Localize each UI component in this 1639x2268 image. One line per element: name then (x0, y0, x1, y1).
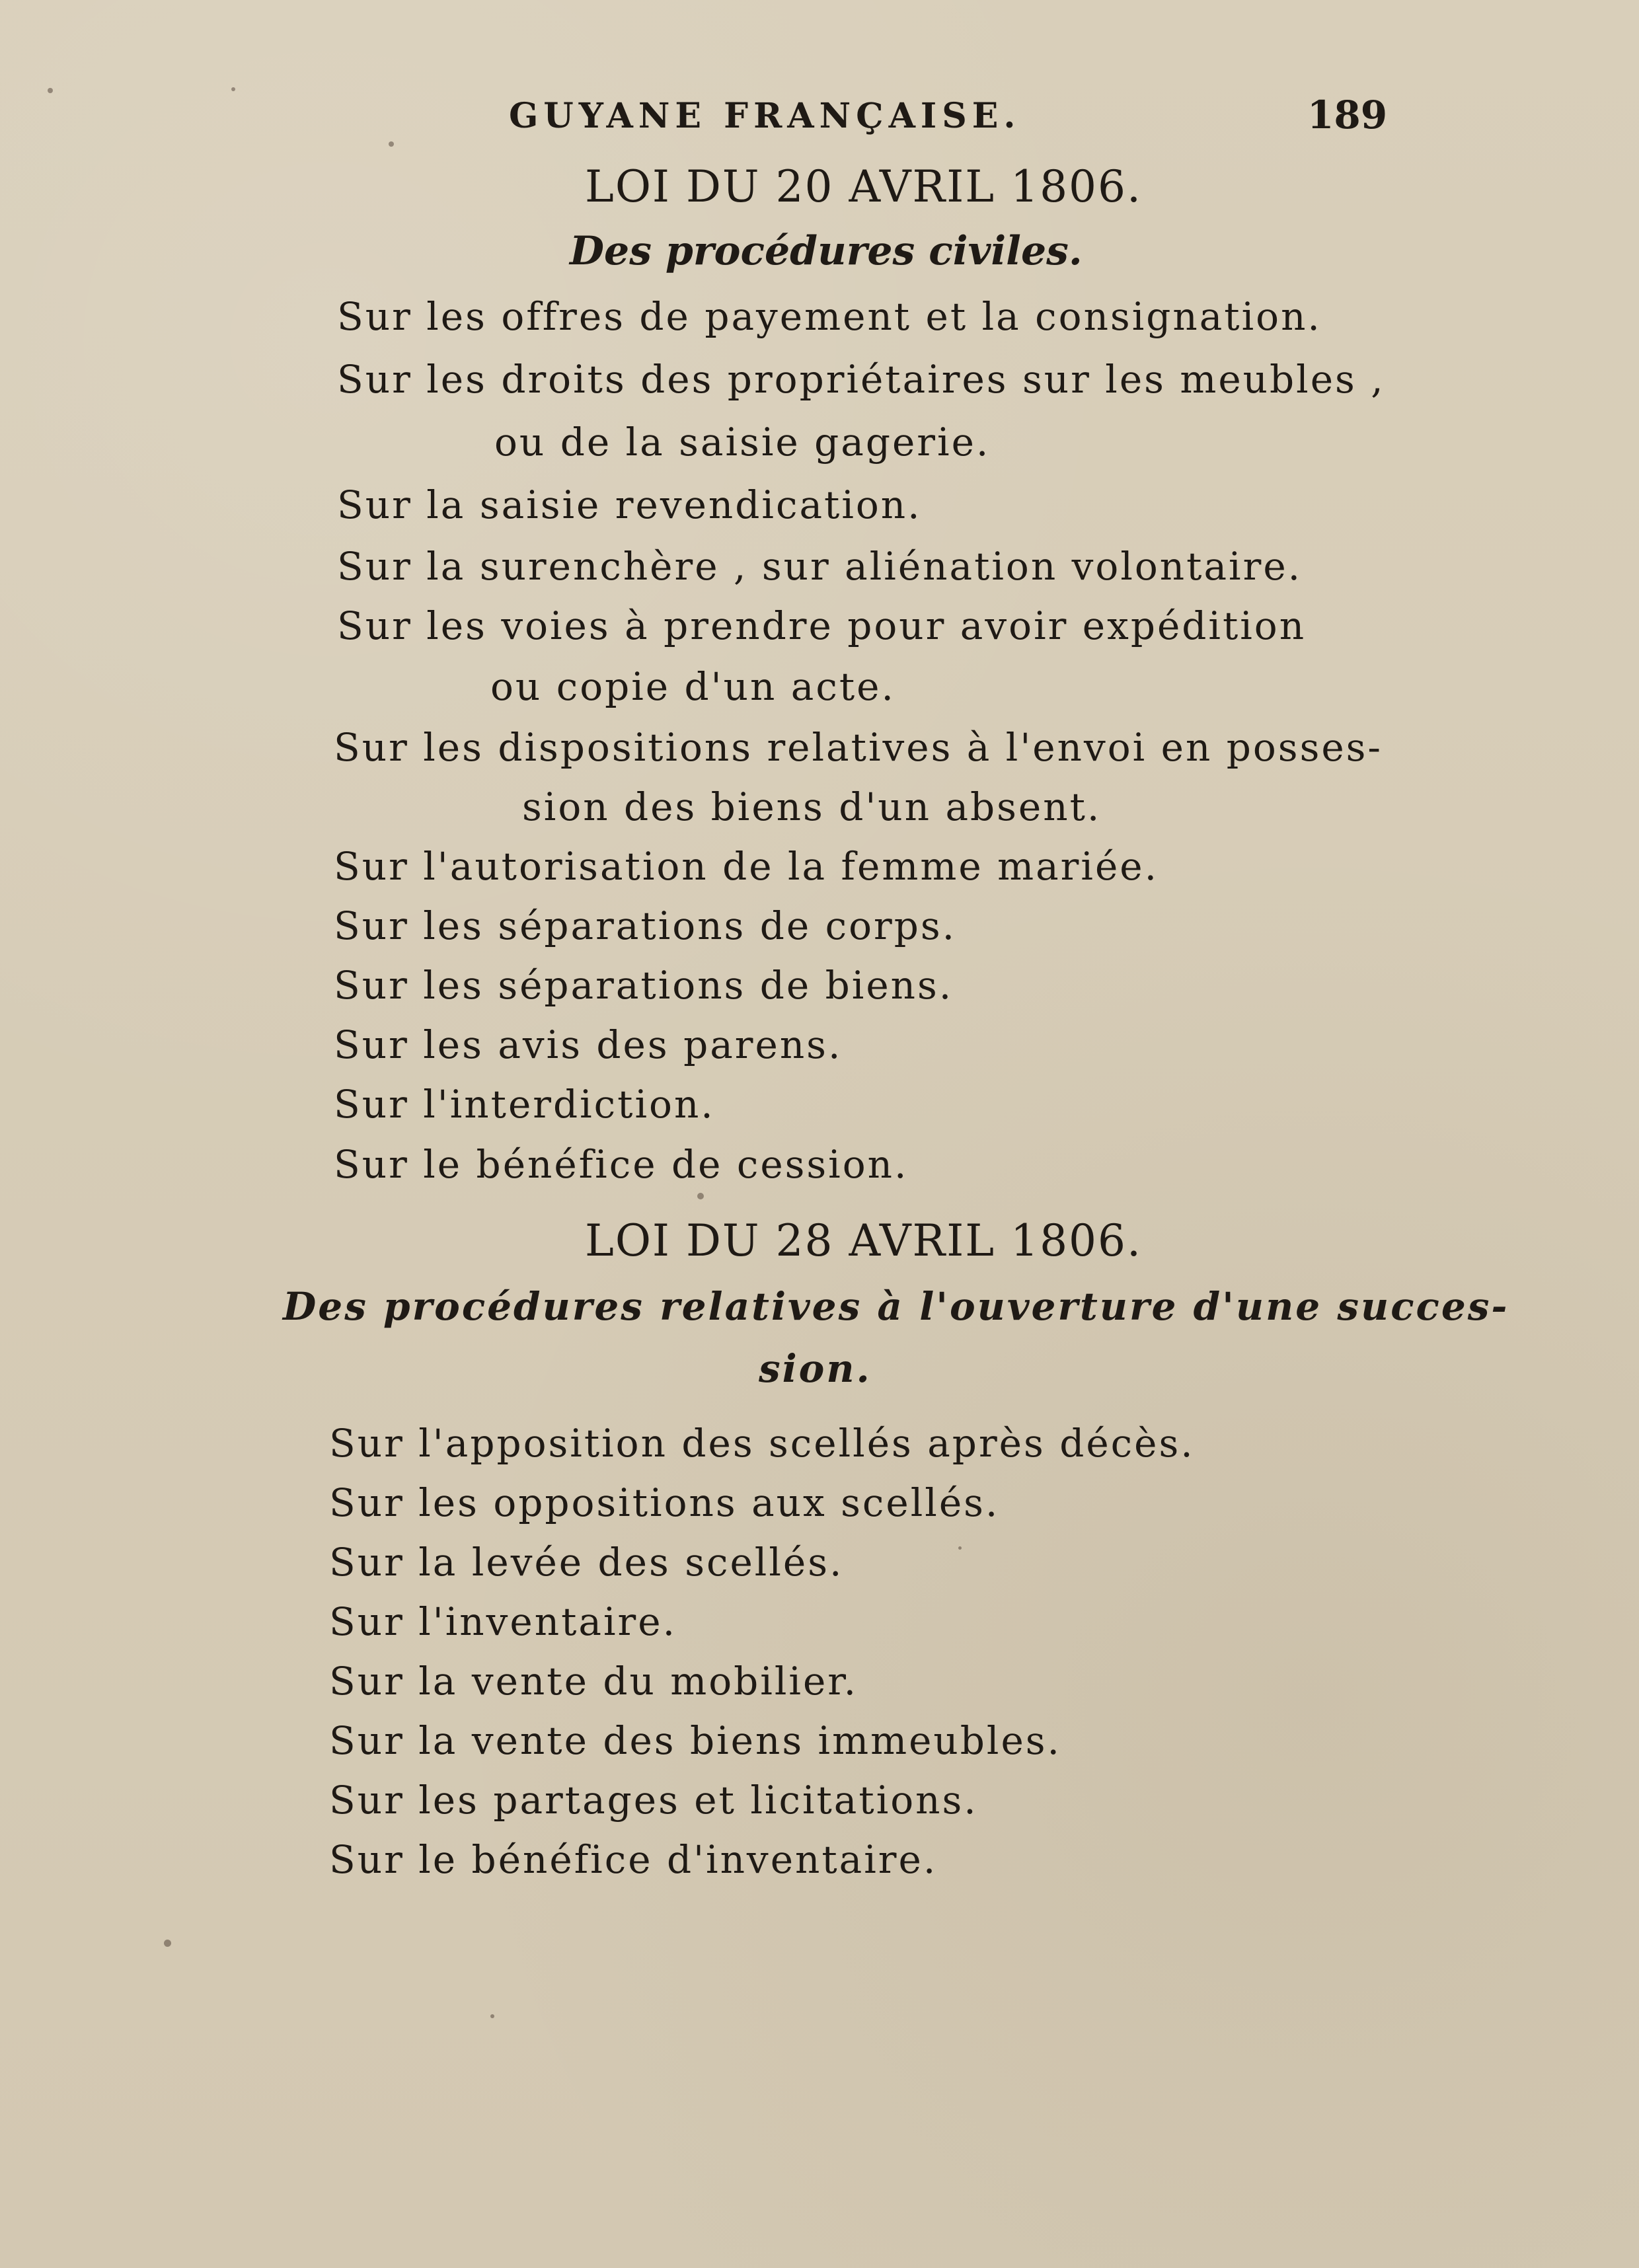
section-1-line-1: Sur les offres de payement et la consignation. (337, 294, 1322, 339)
section-1-line-15: Sur le bénéfice de cession. (334, 1142, 909, 1187)
section-1-line-10: Sur l'autorisation de la femme mariée. (334, 844, 1159, 889)
section-1-line-14: Sur l'interdiction. (334, 1082, 715, 1127)
section-2-line-7: Sur les partages et licitations. (329, 1778, 978, 1823)
section-title-2: LOI DU 28 AVRIL 1806. (585, 1215, 1143, 1266)
section-1-line-9: sion des biens d'un absent. (522, 784, 1102, 829)
section-1-line-5: Sur la surenchère , sur aliénation volontaire. (337, 544, 1303, 589)
section-2-line-5: Sur la vente du mobilier. (329, 1659, 858, 1704)
section-1-line-12: Sur les séparations de biens. (334, 963, 954, 1008)
section-2-line-8: Sur le bénéfice d'inventaire. (329, 1837, 938, 1882)
page-number: 189 (1307, 93, 1388, 137)
section-1-line-2: Sur les droits des propriétaires sur les meubles , (337, 357, 1385, 402)
section-2-line-3: Sur la levée des scellés. (329, 1540, 844, 1585)
dust-speck (958, 1546, 962, 1550)
section-1-line-8: Sur les dispositions relatives à l'envoi en posses- (334, 725, 1383, 770)
section-1-line-6: Sur les voies à prendre pour avoir expédition (337, 603, 1307, 648)
section-2-line-2: Sur les oppositions aux scellés. (329, 1480, 1000, 1525)
dust-speck (389, 141, 394, 147)
section-1-line-13: Sur les avis des parens. (334, 1022, 843, 1067)
section-subtitle-2-line-2: sion. (759, 1346, 872, 1391)
section-subtitle-2-line-1: Des procédures relatives à l'ouverture d'une succes- (283, 1284, 1509, 1329)
dust-speck (231, 87, 235, 91)
dust-speck (164, 1940, 171, 1947)
section-2-line-4: Sur l'inventaire. (329, 1599, 677, 1644)
section-title-1: LOI DU 20 AVRIL 1806. (585, 161, 1143, 212)
dust-speck (48, 88, 53, 93)
dust-speck (697, 1193, 704, 1199)
section-subtitle-1: Des procédures civiles. (570, 228, 1083, 274)
running-head: GUYANE FRANÇAISE. (509, 96, 1021, 136)
section-1-line-3: ou de la saisie gagerie. (494, 420, 991, 465)
section-1-line-4: Sur la saisie revendication. (337, 482, 922, 527)
section-1-line-11: Sur les séparations de corps. (334, 903, 957, 948)
section-2-line-1: Sur l'apposition des scellés après décès. (329, 1421, 1195, 1466)
section-2-line-6: Sur la vente des biens immeubles. (329, 1718, 1061, 1763)
section-1-line-7: ou copie d'un acte. (490, 664, 896, 709)
dust-speck (490, 2014, 494, 2018)
